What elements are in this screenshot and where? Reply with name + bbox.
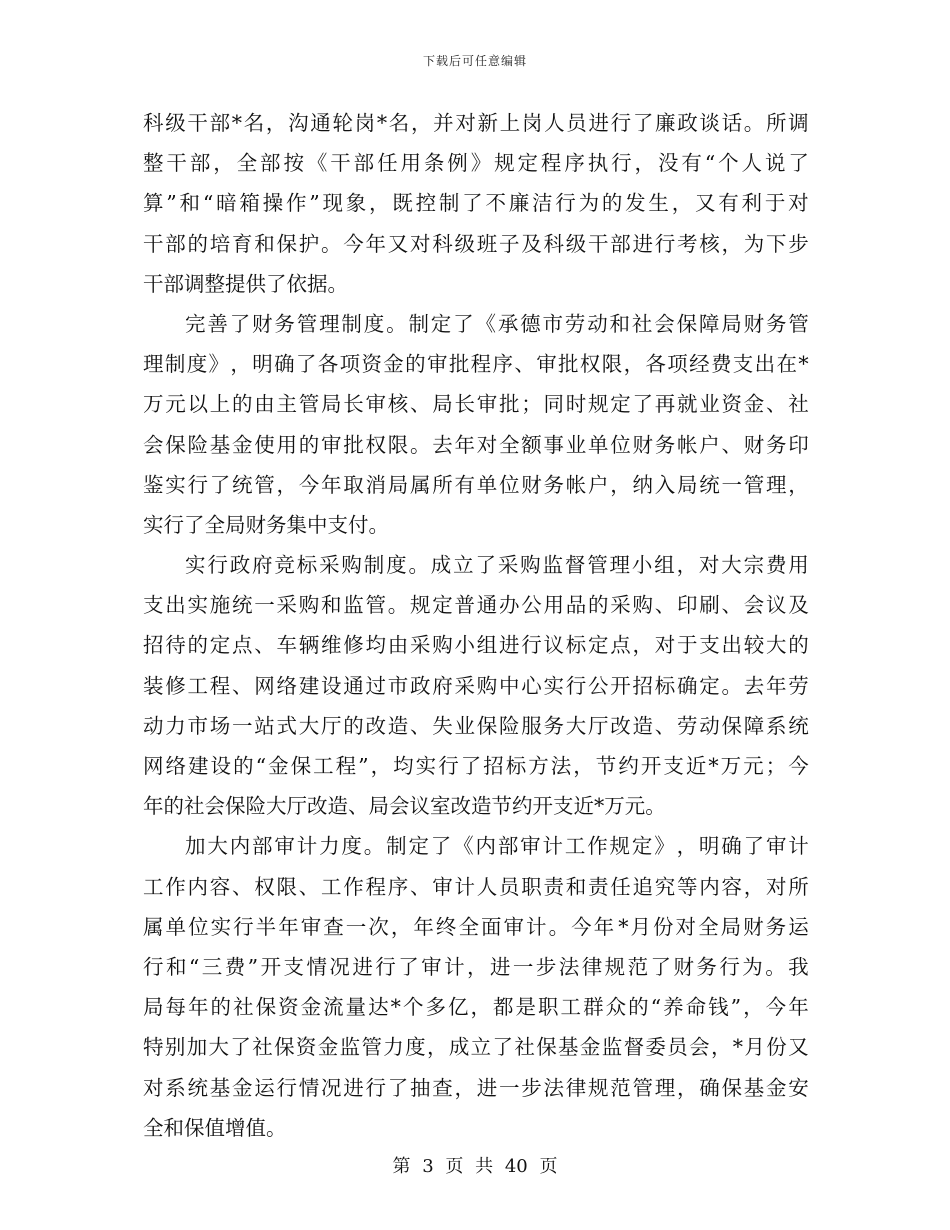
- page-header: 下载后可任意编辑: [422, 54, 527, 68]
- text-line: 完 善 了 财 务 管 理 制 度 。 制 定 了 《 承 德 市 劳 动 和 社 会 保 障 局 财 务 管: [185, 311, 809, 336]
- paragraph: [143, 545, 809, 826]
- text-line: 整 干 部 ， 全 部 按 《 干 部 任 用 条 例 》 规 定 程 序 执 行 ， 没 有 “ 个 人 说 了: [143, 151, 809, 176]
- text-line: 招 待 的 定 点 、 车 辆 维 修 均 由 采 购 小 组 进 行 议 标 定 点 ， 对 于 支 出 较 大 的: [143, 633, 809, 658]
- text-line: 网 络 建 设 的 “ 金 保 工 程 ” ， 均 实 行 了 招 标 方 法 ， 节 约 开 支 近 * 万 元 ； 今: [143, 754, 809, 778]
- text-line: 算 ” 和 “ 暗 箱 操 作 ” 现 象 ， 既 控 制 了 不 廉 洁 行 为 的 发 生 ， 又 有 利 于 对: [143, 191, 809, 216]
- text-line: 对 系 统 基 金 运 行 情 况 进 行 了 抽 查 ， 进 一 步 法 律 规 范 管 理 ， 确 保 基 金 安: [143, 1075, 809, 1100]
- page-number: 第 3 页 共 40 页: [392, 1156, 558, 1177]
- text-line: 实 行 政 府 竞 标 采 购 制 度 。 成 立 了 采 购 监 督 管 理 小 组 ， 对 大 宗 费 用: [185, 553, 809, 578]
- text-line: 装 修 工 程 、 网 络 建 设 通 过 市 政 府 采 购 中 心 实 行 公 开 招 标 确 定 。 去 年 劳: [143, 673, 809, 698]
- text-line: 特 别 加 大 了 社 保 资 金 监 管 力 度 ， 成 立 了 社 保 基 金 监 督 委 员 会 ， * 月 份 又: [143, 1035, 809, 1060]
- paragraph: [143, 103, 809, 304]
- text-line: 行 和 “ 三 费 ” 开 支 情 况 进 行 了 审 计 ， 进 一 步 法 律 规 范 了 财 务 行 为 。 我: [143, 954, 809, 979]
- text-line: 理 制 度 》 ， 明 确 了 各 项 资 金 的 审 批 程 序 、 审 批 权 限 ， 各 项 经 费 支 出 在 *: [143, 352, 809, 377]
- text-line: 属 单 位 实 行 半 年 审 查 一 次 ， 年 终 全 面 审 计 。 今 年 * 月 份 对 全 局 财 务 运: [143, 914, 809, 939]
- text-line: 加 大 内 部 审 计 力 度 。 制 定 了 《 内 部 审 计 工 作 规 定 》 ， 明 确 了 审 计: [185, 834, 809, 859]
- text-line: 干 部 的 培 育 和 保 护 。 今 年 又 对 科 级 班 子 及 科 级 干 部 进 行 考 核 ， 为 下 步: [143, 231, 809, 256]
- text-line: 工 作 内 容 、 权 限 、 工 作 程 序 、 审 计 人 员 职 责 和 责 任 追 究 等 内 容 ， 对 所: [143, 874, 809, 899]
- text-line: 科 级 干 部 * 名 ， 沟 通 轮 岗 * 名 ， 并 对 新 上 岗 人 员 进 行 了 廉 政 谈 话 。 所 调: [143, 111, 809, 135]
- text-line: 局 每 年 的 社 保 资 金 流 量 达 * 个 多 亿 ， 都 是 职 工 群 众 的 “ 养 命 钱 ” ， 今 年: [143, 995, 809, 1020]
- text-line: 会 保 险 基 金 使 用 的 审 批 权 限 。 去 年 对 全 额 事 业 单 位 财 务 帐 户 、 财 务 印: [143, 432, 809, 457]
- text-line: 鉴 实 行 了 统 管 ， 今 年 取 消 局 属 所 有 单 位 财 务 帐 户 ， 纳 入 局 统 一 管 理 ，: [143, 472, 809, 497]
- text-line: 动 力 市 场 一 站 式 大 厅 的 改 造 、 失 业 保 险 服 务 大 厅 改 造 、 劳 动 保 障 系 统: [143, 713, 809, 738]
- text-line: 万 元 以 上 的 由 主 管 局 长 审 核 、 局 长 审 批 ； 同 时 规 定 了 再 就 业 资 金 、 社: [143, 392, 809, 417]
- text-line: 全和保值增值。: [143, 1115, 287, 1140]
- text-line: 支 出 实 施 统 一 采 购 和 监 管 。 规 定 普 通 办 公 用 品 的 采 购 、 印 刷 、 会 议 及: [143, 593, 809, 618]
- paragraph: [143, 304, 809, 545]
- text-line: 干部调整提供了依据。: [143, 271, 348, 296]
- paragraph: [143, 826, 809, 1148]
- document-body: [143, 103, 809, 1148]
- text-line: 年的社会保险大厅改造、局会议室改造节约开支近*万元。: [143, 794, 666, 819]
- text-line: 实行了全局财务集中支付。: [143, 512, 389, 537]
